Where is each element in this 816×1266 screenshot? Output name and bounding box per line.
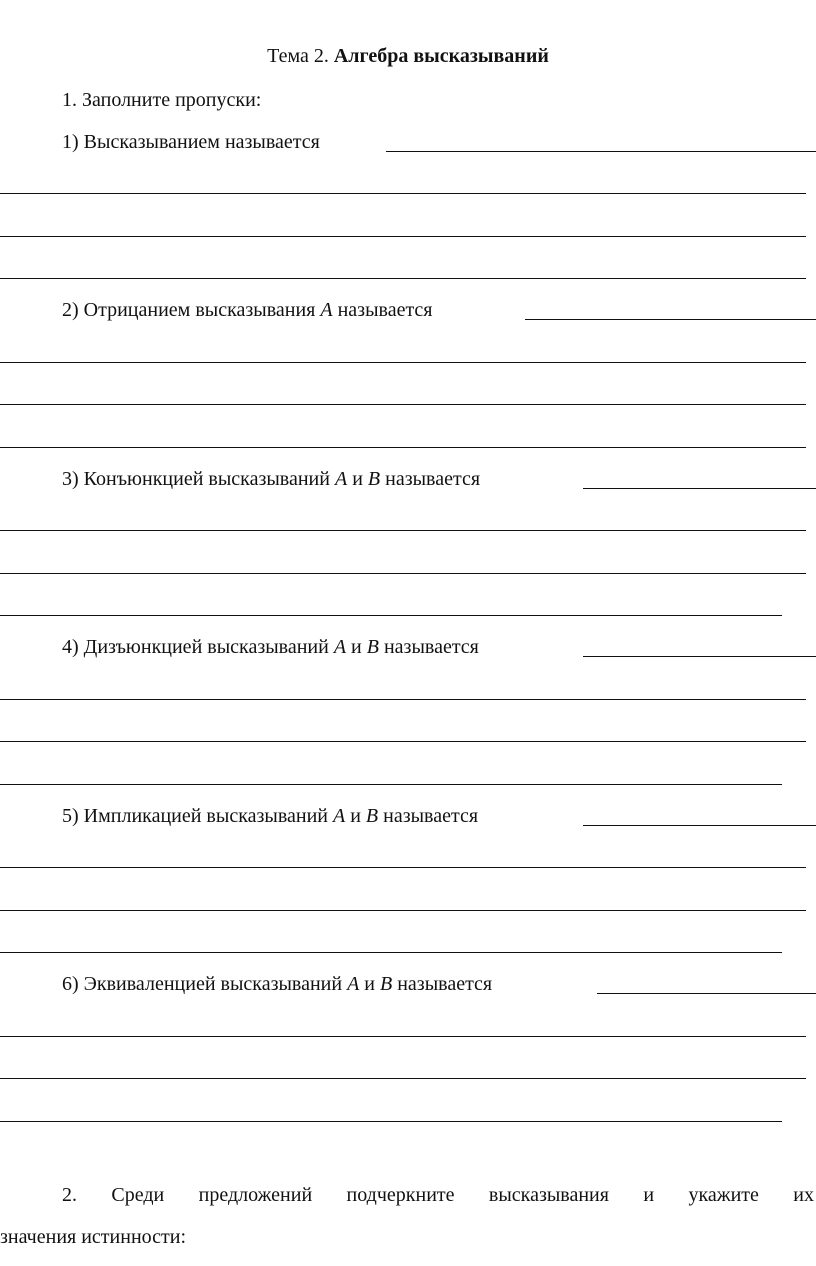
page-title	[0, 44, 816, 68]
item-6-answer-blank[interactable]	[597, 993, 816, 994]
item-4-answer-blank[interactable]	[583, 656, 816, 657]
item-4-text: Дизъюнкцией высказываний	[83, 636, 329, 658]
item-4-answer-line[interactable]	[0, 699, 806, 700]
item-6-var-b: B	[380, 973, 393, 995]
item-4-var-b: B	[366, 636, 379, 658]
item-2-var-a: A	[320, 299, 333, 321]
item-2-answer-blank[interactable]	[525, 319, 816, 320]
item-5-called: называется	[383, 805, 479, 827]
task1-heading: 1. Заполните пропуски:	[62, 89, 262, 111]
item-1-called: называется	[224, 131, 320, 153]
item-3-number: 3)	[62, 468, 79, 490]
item-1-prompt	[62, 130, 320, 154]
item-1-answer-line[interactable]	[0, 278, 806, 279]
item-2-answer-line[interactable]	[0, 447, 806, 448]
item-5-conj: и	[350, 805, 361, 827]
item-1-text: Высказыванием	[83, 131, 220, 153]
item-1-answer-blank[interactable]	[386, 151, 816, 152]
item-1-number: 1)	[62, 131, 79, 153]
item-5-var-b: B	[365, 805, 379, 827]
item-2-called: называется	[337, 299, 433, 321]
item-3-answer-blank[interactable]	[583, 488, 816, 489]
title-prefix: Тема 2.	[267, 45, 329, 67]
item-6-var-a: A	[347, 973, 360, 995]
item-4-called: называется	[383, 636, 479, 658]
item-1-answer-line[interactable]	[0, 193, 806, 194]
item-2-number: 2)	[62, 299, 79, 321]
item-4-answer-line[interactable]	[0, 741, 806, 742]
item-3-var-a: A	[334, 468, 348, 490]
item-5-number: 5)	[62, 805, 79, 827]
item-5-answer-line[interactable]	[0, 910, 806, 911]
item-6-answer-line[interactable]	[0, 1121, 782, 1122]
item-4-answer-line[interactable]	[0, 784, 782, 785]
item-1-answer-line[interactable]	[0, 236, 806, 237]
item-4-number: 4)	[62, 636, 79, 658]
item-5-answer-line[interactable]	[0, 867, 806, 868]
item-6-called: называется	[397, 973, 493, 995]
item-6-answer-line[interactable]	[0, 1078, 806, 1079]
item-3-prompt	[62, 467, 480, 491]
item-3-answer-line[interactable]	[0, 615, 782, 616]
item-2-text: Отрицанием высказывания	[83, 299, 316, 321]
item-2-answer-line[interactable]	[0, 404, 806, 405]
item-4-conj: и	[351, 636, 362, 658]
item-6-answer-line[interactable]	[0, 1036, 806, 1037]
item-3-answer-line[interactable]	[0, 573, 806, 574]
item-3-conj: и	[352, 468, 363, 490]
task2-line2: значения истинности:	[0, 1226, 187, 1248]
item-5-text: Импликацией высказываний	[83, 805, 328, 827]
item-5-var-a: A	[333, 805, 346, 827]
item-3-answer-line[interactable]	[0, 530, 806, 531]
item-4-var-a: A	[333, 636, 347, 658]
item-6-prompt	[62, 972, 492, 996]
task2-line1: 2. Среди предложений подчеркните высказывания и укажите их	[62, 1184, 814, 1206]
item-3-called: называется	[385, 468, 481, 490]
item-2-answer-line[interactable]	[0, 362, 806, 363]
item-5-answer-blank[interactable]	[583, 825, 816, 826]
item-6-text: Эквиваленцией высказываний	[83, 973, 343, 995]
item-3-var-b: B	[367, 468, 381, 490]
item-3-text: Конъюнкцией высказываний	[83, 468, 330, 490]
item-5-prompt	[62, 804, 478, 828]
item-2-prompt	[62, 298, 433, 322]
title-main: Алгебра высказываний	[333, 45, 549, 67]
item-6-number: 6)	[62, 973, 79, 995]
item-6-conj: и	[364, 973, 375, 995]
item-5-answer-line[interactable]	[0, 952, 782, 953]
item-4-prompt	[62, 635, 479, 659]
